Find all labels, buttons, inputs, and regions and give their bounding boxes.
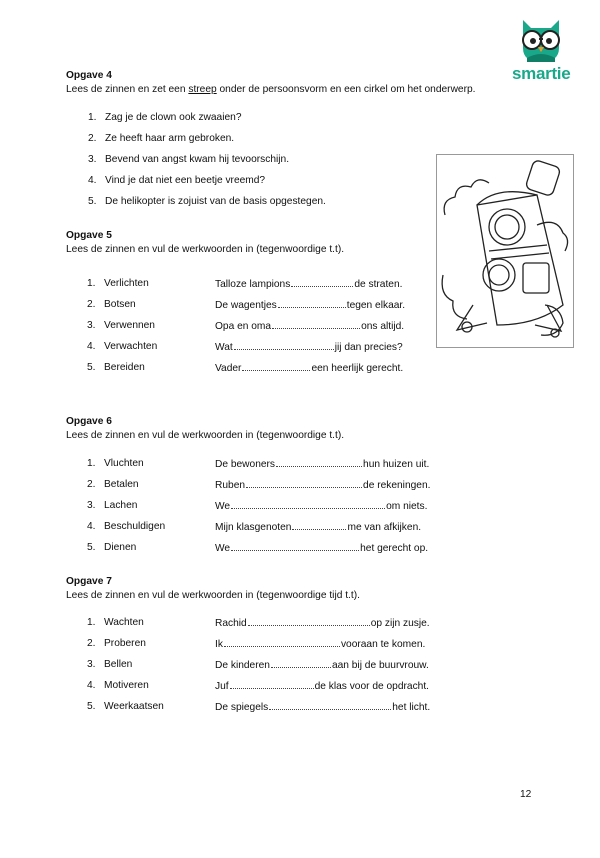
answer-blank[interactable]	[271, 659, 331, 668]
verb: Motiveren	[104, 680, 149, 691]
answer-blank[interactable]	[242, 362, 310, 371]
verb: Bereiden	[104, 362, 145, 373]
answer-blank[interactable]	[230, 680, 314, 689]
exercise-row: 2. Botsen De wagentjes tegen elkaar.	[87, 299, 406, 311]
underlined-word: streep	[188, 84, 217, 95]
answer-blank[interactable]	[231, 500, 385, 509]
answer-blank[interactable]	[278, 299, 346, 308]
opgave4-instruction: Lees de zinnen en zet een streep onder de persoonsvorm en een cirkel om het onderwerp.	[66, 84, 476, 95]
exercise-row: 2. Proberen Ik vooraan te komen.	[87, 638, 426, 650]
exercise-row: 4. Beschuldigen Mijn klasgenoten me van afkijken.	[87, 521, 422, 533]
opgave5-title: Opgave 5	[66, 230, 112, 241]
rocket-icon	[437, 155, 573, 347]
answer-blank[interactable]	[292, 521, 346, 530]
verb: Lachen	[104, 500, 138, 511]
answer-blank[interactable]	[224, 638, 340, 647]
verb: Bellen	[104, 659, 133, 670]
verb: Beschuldigen	[104, 521, 166, 532]
exercise-row: 5. Weerkaatsen De spiegels het licht.	[87, 701, 431, 713]
exercise-row: 3. Lachen We om niets.	[87, 500, 428, 512]
verb: Verlichten	[104, 278, 149, 289]
answer-blank[interactable]	[272, 320, 360, 329]
exercise-row: 5. Dienen We het gerecht op.	[87, 542, 429, 554]
verb: Vluchten	[104, 458, 144, 469]
opgave6-instruction: Lees de zinnen en vul de werkwoorden in (tegenwoordige t.t).	[66, 430, 345, 441]
logo-text: smartie	[512, 64, 571, 83]
list-item: 3. Bevend van angst kwam hij tevoorschijn.	[88, 154, 290, 165]
opgave7-title: Opgave 7	[66, 576, 112, 587]
exercise-row: 3. Verwennen Opa en oma ons altijd.	[87, 320, 405, 332]
exercise-row: 2. Betalen Ruben de rekeningen.	[87, 479, 431, 491]
answer-blank[interactable]	[231, 542, 359, 551]
verb: Verwennen	[104, 320, 155, 331]
opgave4-title: Opgave 4	[66, 70, 112, 81]
list-item: 2. Ze heeft haar arm gebroken.	[88, 133, 235, 144]
verb: Botsen	[104, 299, 136, 310]
verb: Dienen	[104, 542, 137, 553]
verb: Betalen	[104, 479, 139, 490]
list-item: 1. Zag je de clown ook zwaaien?	[88, 112, 242, 123]
opgave7-instruction: Lees de zinnen en vul de werkwoorden in (tegenwoordige tijd t.t).	[66, 590, 360, 601]
answer-blank[interactable]	[276, 458, 362, 467]
exercise-row: 1. Wachten Rachid op zijn zusje.	[87, 617, 430, 629]
answer-blank[interactable]	[248, 617, 370, 626]
owl-icon	[511, 14, 571, 66]
verb: Wachten	[104, 617, 144, 628]
answer-blank[interactable]	[246, 479, 362, 488]
verb: Verwachten	[104, 341, 158, 352]
exercise-row: 5. Bereiden Vader een heerlijk gerecht.	[87, 362, 404, 374]
answer-blank[interactable]	[234, 341, 334, 350]
exercise-row: 4. Motiveren Juf de klas voor de opdracht.	[87, 680, 429, 692]
verb: Weerkaatsen	[104, 701, 164, 712]
answer-blank[interactable]	[269, 701, 391, 710]
exercise-row: 4. Verwachten Wat jij dan precies?	[87, 341, 403, 353]
rocket-coloring-illustration	[436, 154, 574, 348]
opgave5-instruction: Lees de zinnen en vul de werkwoorden in (tegenwoordige t.t).	[66, 244, 345, 255]
exercise-row: 1. Verlichten Talloze lampions de straten.	[87, 278, 403, 290]
exercise-row: 1. Vluchten De bewoners hun huizen uit.	[87, 458, 430, 470]
verb: Proberen	[104, 638, 146, 649]
opgave6-title: Opgave 6	[66, 416, 112, 427]
list-item: 5. De helikopter is zojuist van de basis opgestegen.	[88, 196, 326, 207]
answer-blank[interactable]	[291, 278, 353, 287]
page-number: 12	[520, 789, 532, 800]
list-item: 4. Vind je dat niet een beetje vreemd?	[88, 175, 266, 186]
exercise-row: 3. Bellen De kinderen aan bij de buurvrouw.	[87, 659, 429, 671]
